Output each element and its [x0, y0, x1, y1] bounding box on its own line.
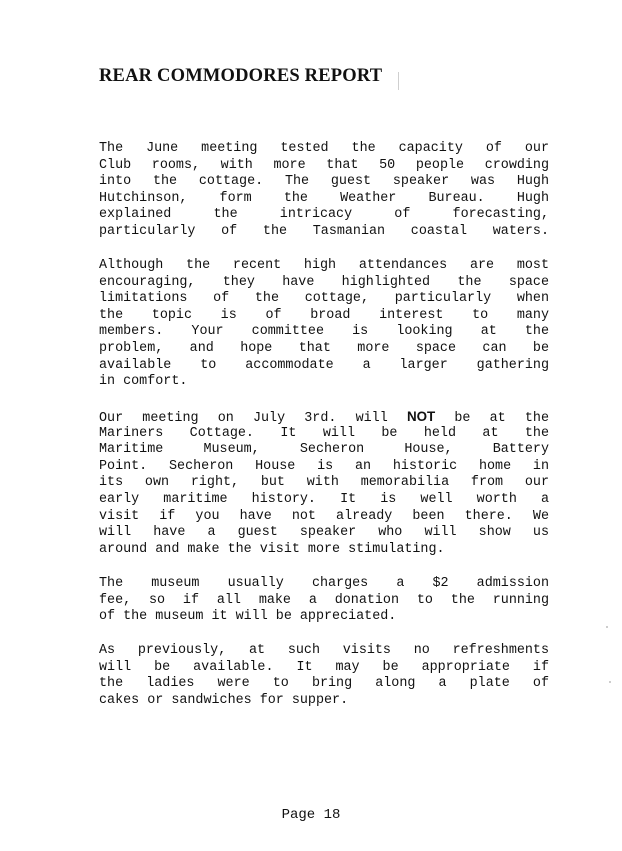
text-line: encouraging, they have highlighted the space: [99, 274, 549, 290]
text-line: Club rooms, with more that 50 people crowding: [99, 157, 549, 173]
paragraph-july-meeting: [99, 409, 549, 558]
text-line: The June meeting tested the capacity of our: [99, 141, 549, 156]
text-line-with-emphasis: [99, 409, 549, 426]
page-number: Page 18: [281, 807, 341, 823]
text-line: visit if you have not already been there. We: [99, 508, 549, 524]
text-line: Mariners Cottage. It will be held at the: [99, 425, 549, 441]
text-line: particularly of the Tasmanian coastal waters.: [99, 223, 549, 239]
text-line: available to accommodate a larger gathering: [99, 357, 549, 373]
text-line: will be available. It may be appropriate if: [99, 659, 549, 675]
scan-speck: [606, 626, 608, 628]
text-line: the topic is of broad interest to many: [99, 307, 549, 323]
text-line: members. Your committee is looking at the: [99, 324, 549, 340]
scan-speck: [609, 681, 611, 683]
text-line: the ladies were to bring along a plate of: [99, 676, 549, 692]
text-line: As previously, at such visits no refreshments: [99, 643, 549, 658]
text-line: into the cottage. The guest speaker was Hugh: [99, 174, 549, 190]
emphasis-not: NOT: [406, 409, 436, 424]
text-line: Hutchinson, form the Weather Bureau. Hugh: [99, 190, 549, 206]
text-line: cakes or sandwiches for supper.: [99, 692, 349, 708]
text-line: around and make the visit more stimulating.: [99, 541, 445, 557]
paragraph-attendance: [99, 258, 549, 391]
text-line: limitations of the cottage, particularly when: [99, 291, 549, 307]
paragraph-museum-fee: [99, 576, 549, 626]
text-line: early maritime history. It is well worth a: [99, 491, 549, 507]
scan-mark: [398, 72, 399, 90]
text-line: The museum usually charges a $2 admission: [99, 576, 549, 591]
text-line: its own right, but with memorabilia from our: [99, 475, 549, 491]
text-line: fee, so if all make a donation to the running: [99, 592, 549, 608]
text-line: Maritime Museum, Secheron House, Battery: [99, 442, 549, 458]
report-heading: REAR COMMODORES REPORT: [99, 66, 383, 86]
text-line: will have a guest speaker who will show us: [99, 525, 549, 541]
text-line: of the museum it will be appreciated.: [99, 609, 397, 625]
paragraph-june-meeting: [99, 141, 549, 241]
text-line: in comfort.: [99, 374, 188, 390]
text-line: Point. Secheron House is an historic home in: [99, 458, 549, 474]
text-line: problem, and hope that more space can be: [99, 340, 549, 356]
paragraph-refreshments: [99, 643, 549, 709]
text-fragment: be at the: [454, 411, 549, 426]
text-line: Although the recent high attendances are most: [99, 258, 549, 273]
text-fragment: Our meeting on July 3rd. will: [99, 411, 388, 426]
text-line: explained the intricacy of forecasting,: [99, 207, 549, 223]
